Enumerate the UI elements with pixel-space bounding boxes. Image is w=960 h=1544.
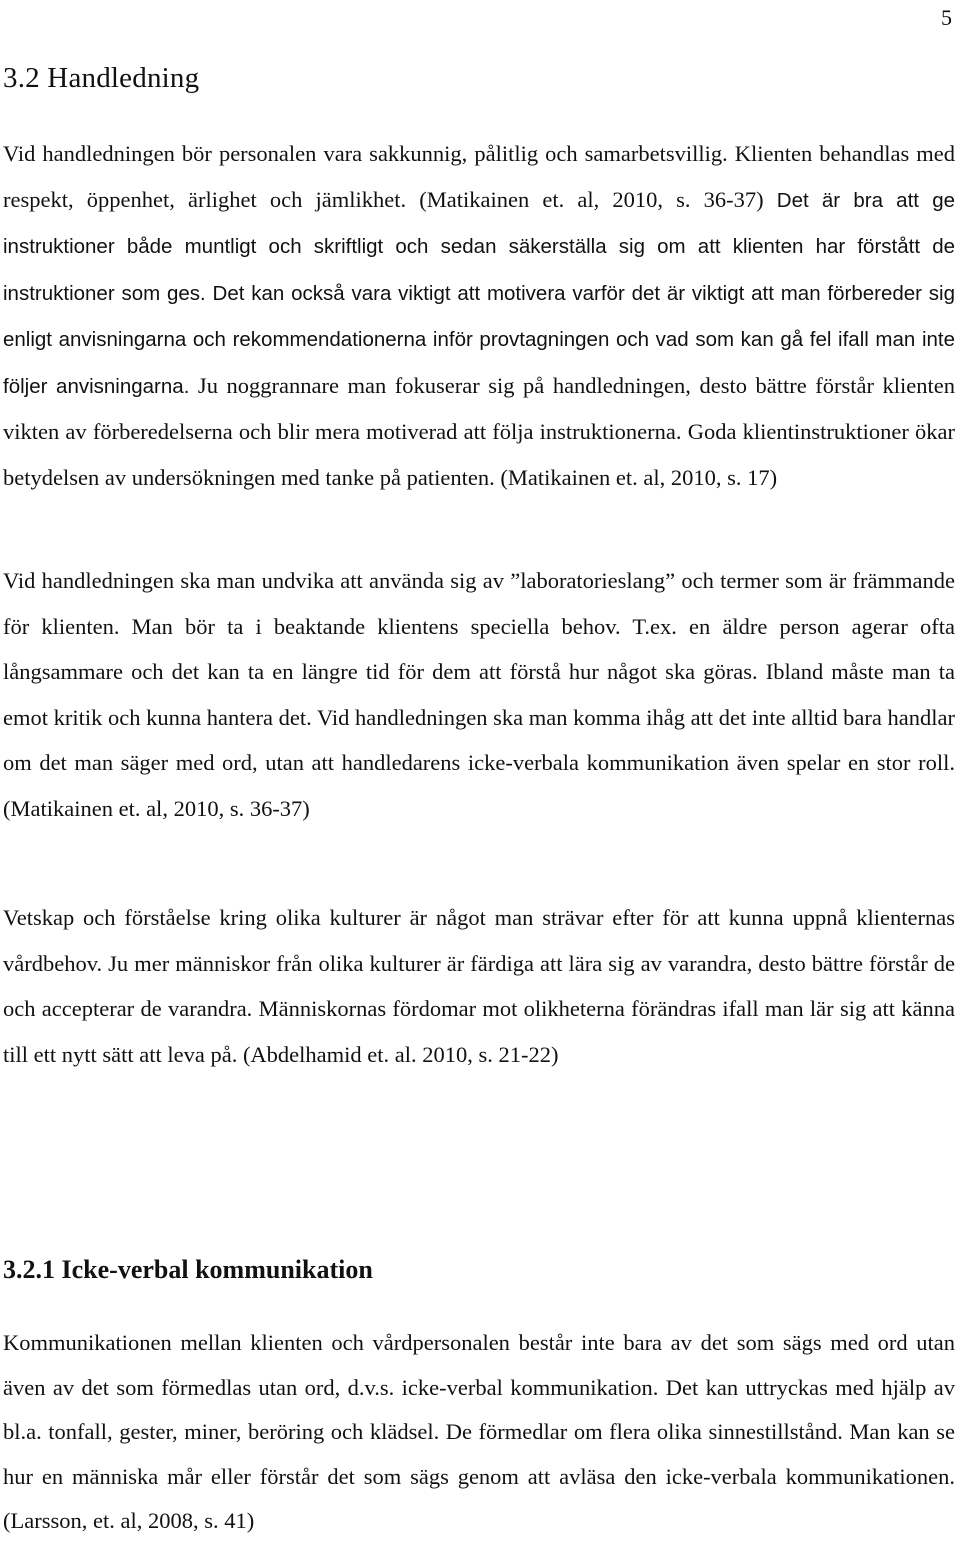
paragraph-kulturer: Vetskap och förståelse kring olika kulturer är något man strävar efter för att kunna uppnå klienternas vårdbehov. Ju mer människor från olika kulturer är färdiga att lära sig av varandra, desto bättre förstår de och accepterar de varandra. Människornas fördomar mot olikheterna förändras ifall man lär sig att känna till ett nytt sätt att leva på. (Abdelhamid et. al. 2010, s. 21-22) (3, 905, 955, 1067)
section-heading: 3.2 Handledning (3, 62, 200, 94)
subsection-heading: 3.2.1 Icke-verbal kommunikation (3, 1255, 373, 1284)
paragraph-handledning-intro (3, 131, 955, 500)
paragraph-handledning-slang: Vid handledningen ska man undvika att använda sig av ”laboratorieslang” och termer som är främmande för klienten. Man bör ta i beaktande klientens speciella behov. T.ex. en äldre person agerar ofta långsammare och det kan ta en längre tid för dem att förstå hur något ska göras. Ibland måste man ta emot kritik och kunna hantera det. Vid handledningen ska man komma ihåg att det inte alltid bara handlar om det man säger med ord, utan att handledarens icke-verbala kommunikation även spelar en stor roll. (Matikainen et. al, 2010, s. 36-37) (3, 568, 955, 821)
paragraph-icke-verbal: Kommunikationen mellan klienten och vårdpersonalen består inte bara av det som sägs med ord utan även av det som förmedlas utan ord, d.v.s. icke-verbal kommunikation. Det kan uttryckas med hjälp av bl.a. tonfall, gester, miner, beröring och klädsel. De förmedlar om flera olika sinnestillstånd. Man kan se hur en människa mår eller förstår det som sägs genom att avläsa den icke-verbala kommunikationen. (Larsson, et. al, 2008, s. 41) (3, 1330, 955, 1533)
paragraph-text: Ju noggrannare man fokuserar sig på handledningen, desto bättre förstår klienten vikten av förberedelserna och blir mera motiverad att följa instruktionerna. Goda klientinstruktioner ökar betydelsen av undersökningen med tanke på patienten. (Matikainen et. al, 2010, s. 17) (3, 372, 955, 490)
paragraph-text: Vid handledningen bör personalen vara sakkunnig, pålitlig och samarbetsvillig. Klienten behandlas med respekt, öppenhet, ärlighet och jämlikhet. (Matikainen et. al, 2010, s. 36-37) (3, 141, 955, 212)
page-number: 5 (941, 5, 952, 30)
paragraph-text-sans: Det är bra att ge instruktioner både muntligt och skriftligt och sedan säkerställa sig om att klienten har förstått de instruktioner som ges. Det kan också vara viktigt att motivera varför det är viktigt att man förbereder sig enligt anvisningarna och rekommendationerna inför provtagningen och vad som kan gå fel ifall man inte följer anvisningarna. (3, 188, 955, 398)
